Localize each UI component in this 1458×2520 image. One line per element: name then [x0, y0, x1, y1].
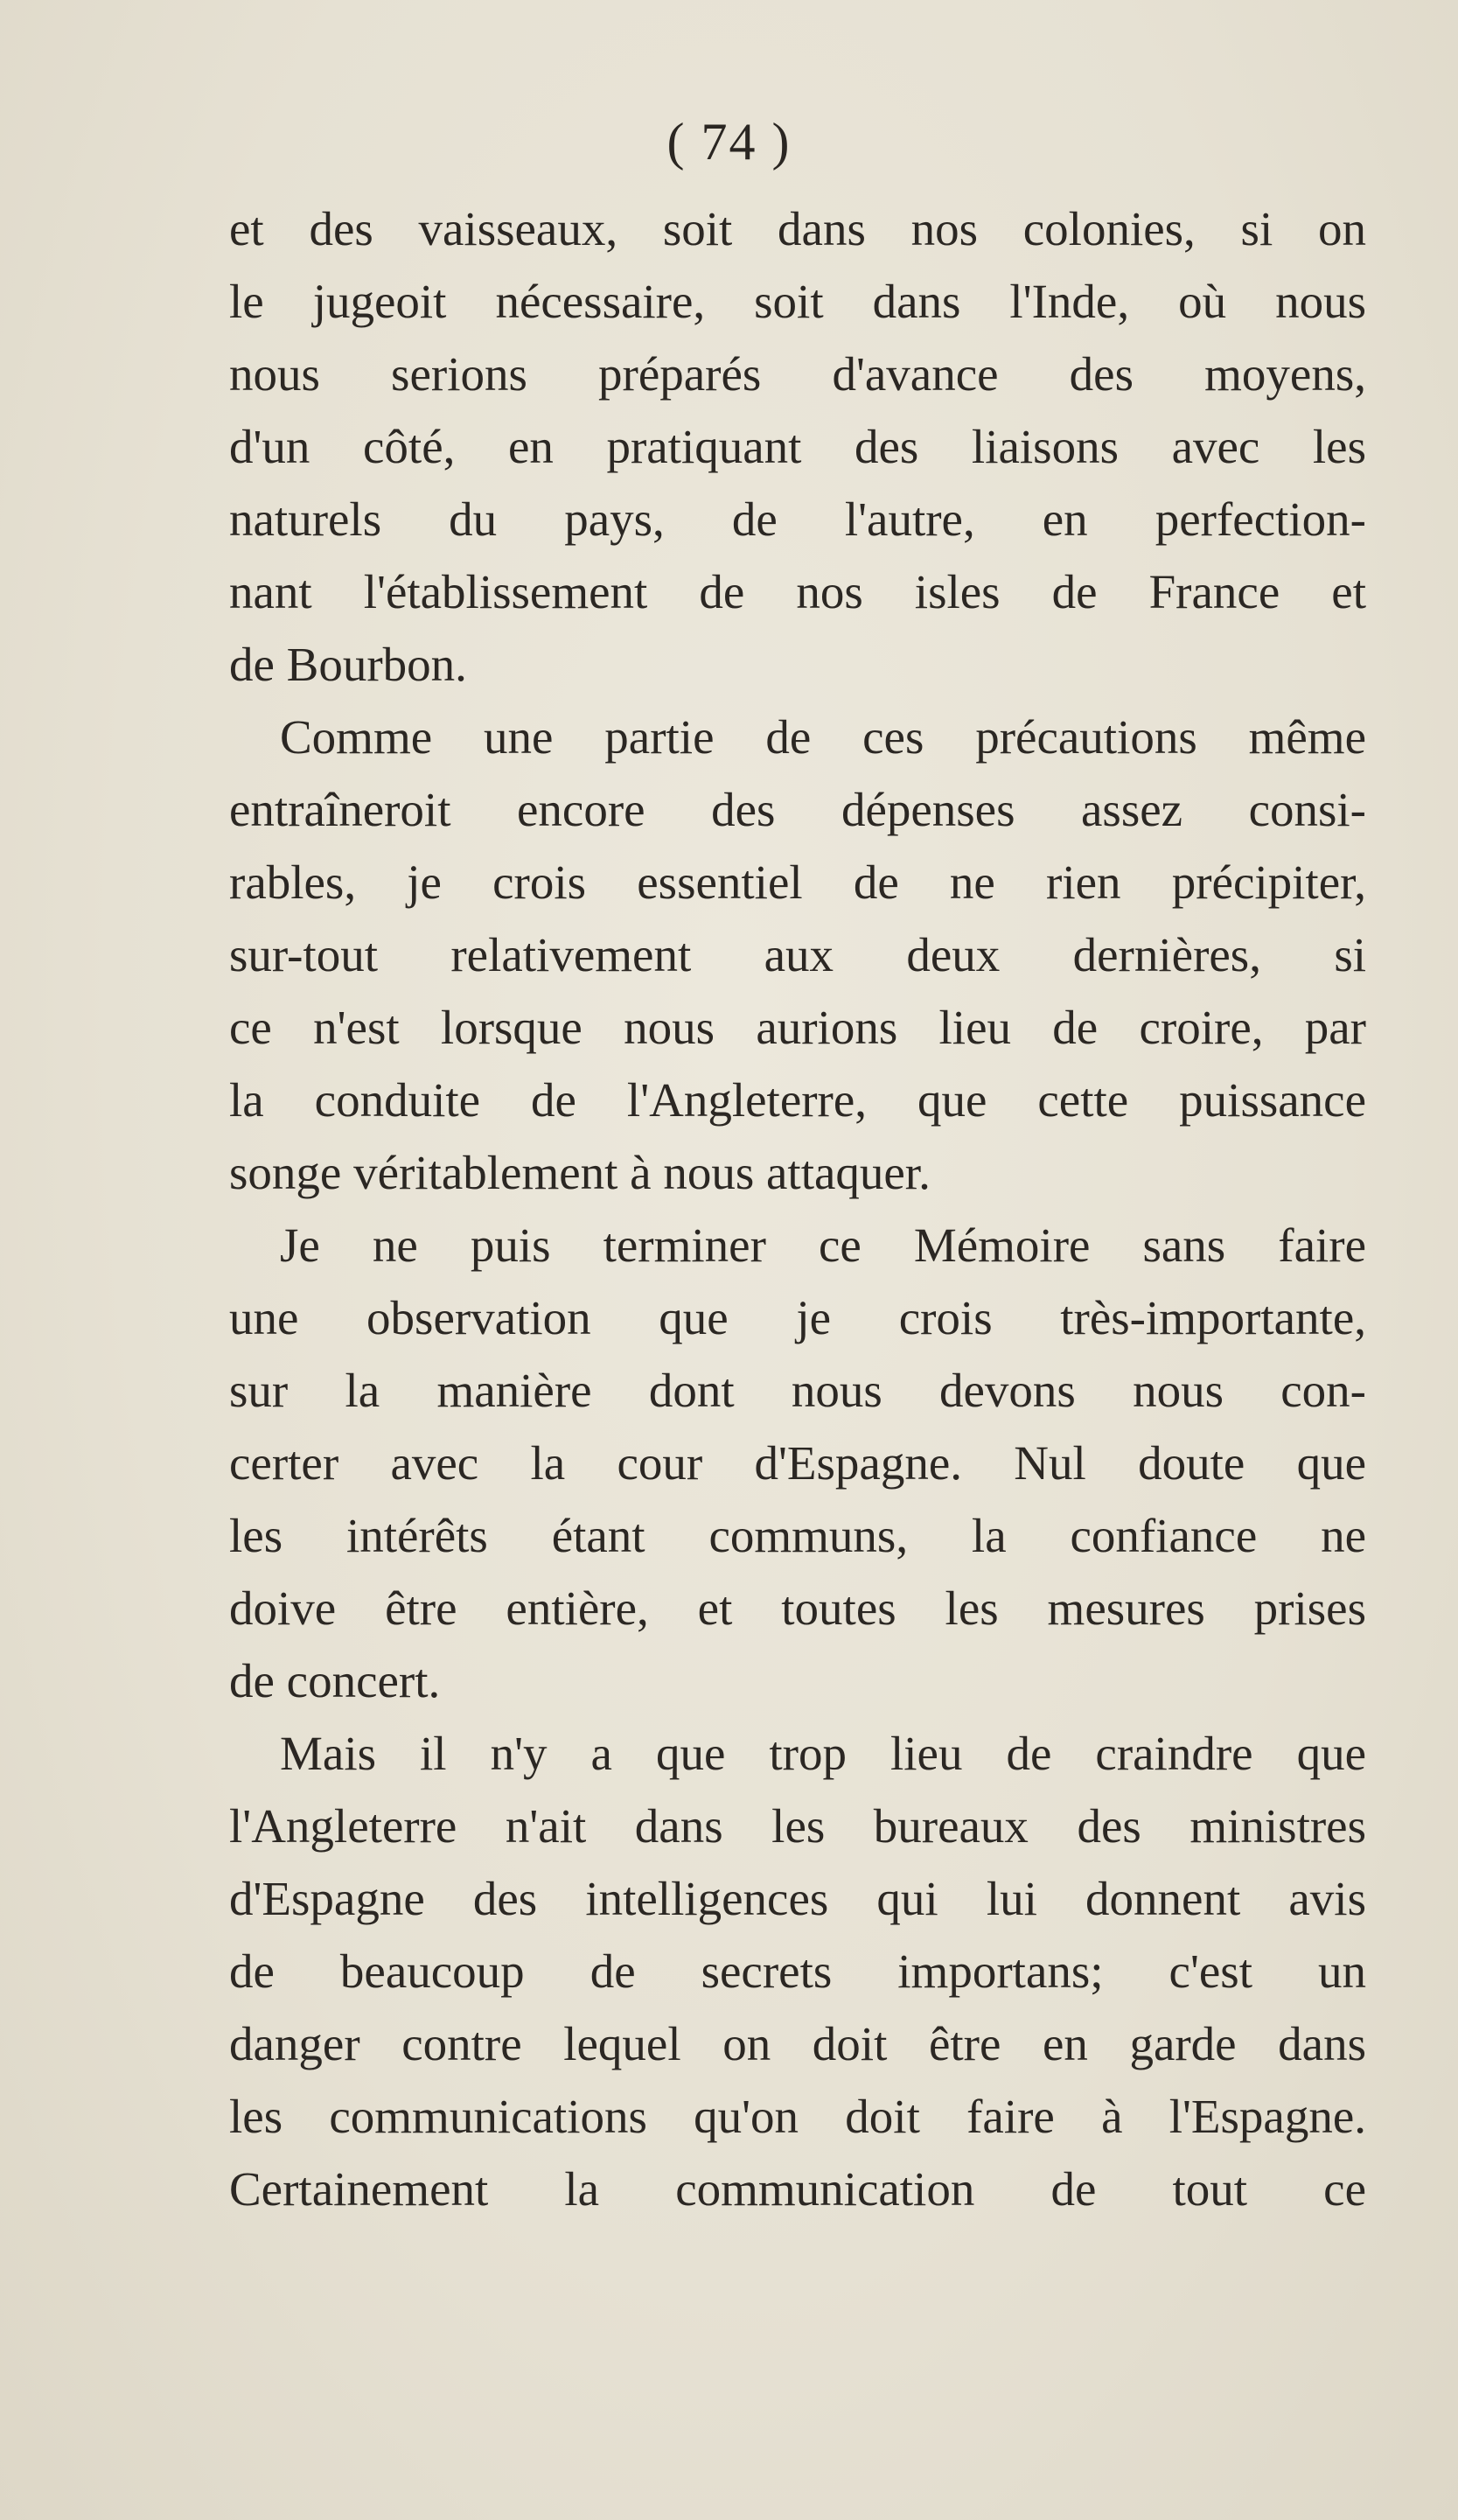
text-line: la conduite de l'Angleterre, que cette puissance — [229, 1073, 1366, 1127]
text-line: rables, je crois essentiel de ne rien précipiter, — [229, 855, 1366, 909]
text-line: sur-tout relativement aux deux dernières, si — [229, 928, 1366, 981]
paragraph-start-line: Je ne puis terminer ce Mémoire sans faire — [280, 1218, 1366, 1272]
text-line: danger contre lequel on doit être en garde dans — [229, 2017, 1366, 2070]
paragraph-start-line: Comme une partie de ces précautions même — [280, 710, 1366, 764]
text-line: d'un côté, en pratiquant des liaisons avec les — [229, 420, 1366, 473]
text-line: le jugeoit nécessaire, soit dans l'Inde, où nous — [229, 275, 1366, 328]
text-line: l'Angleterre n'ait dans les bureaux des ministres — [229, 1799, 1366, 1853]
text-line: Certainement la communication de tout ce — [229, 2162, 1366, 2216]
paragraph-start-line: Mais il n'y a que trop lieu de craindre que — [280, 1727, 1366, 1780]
body-text — [229, 192, 1366, 2225]
text-line: doive être entière, et toutes les mesures prises — [229, 1581, 1366, 1635]
text-line: ce n'est lorsque nous aurions lieu de croire, par — [229, 1001, 1366, 1054]
text-line: sur la manière dont nous devons nous con- — [229, 1364, 1366, 1417]
text-line: nant l'établissement de nos isles de France et — [229, 565, 1366, 618]
text-line: de beaucoup de secrets importans; c'est un — [229, 1944, 1366, 1998]
text-line: d'Espagne des intelligences qui lui donnent avis — [229, 1872, 1366, 1925]
text-line: entraîneroit encore des dépenses assez consi- — [229, 783, 1366, 836]
text-line: naturels du pays, de l'autre, en perfection- — [229, 492, 1366, 546]
text-line: nous serions préparés d'avance des moyens, — [229, 347, 1366, 401]
text-line: de Bourbon. — [229, 638, 467, 691]
text-line: une observation que je crois très-importante, — [229, 1291, 1366, 1344]
text-line: certer avec la cour d'Espagne. Nul doute que — [229, 1436, 1366, 1490]
text-line: les communications qu'on doit faire à l'Espagne. — [229, 2090, 1366, 2143]
page-number: ( 74 ) — [666, 113, 792, 171]
text-line: les intérêts étant communs, la confiance ne — [229, 1509, 1366, 1562]
text-line: et des vaisseaux, soit dans nos colonies, si on — [229, 202, 1366, 255]
text-line: songe véritablement à nous attaquer. — [229, 1146, 931, 1199]
text-line: de concert. — [229, 1654, 441, 1707]
